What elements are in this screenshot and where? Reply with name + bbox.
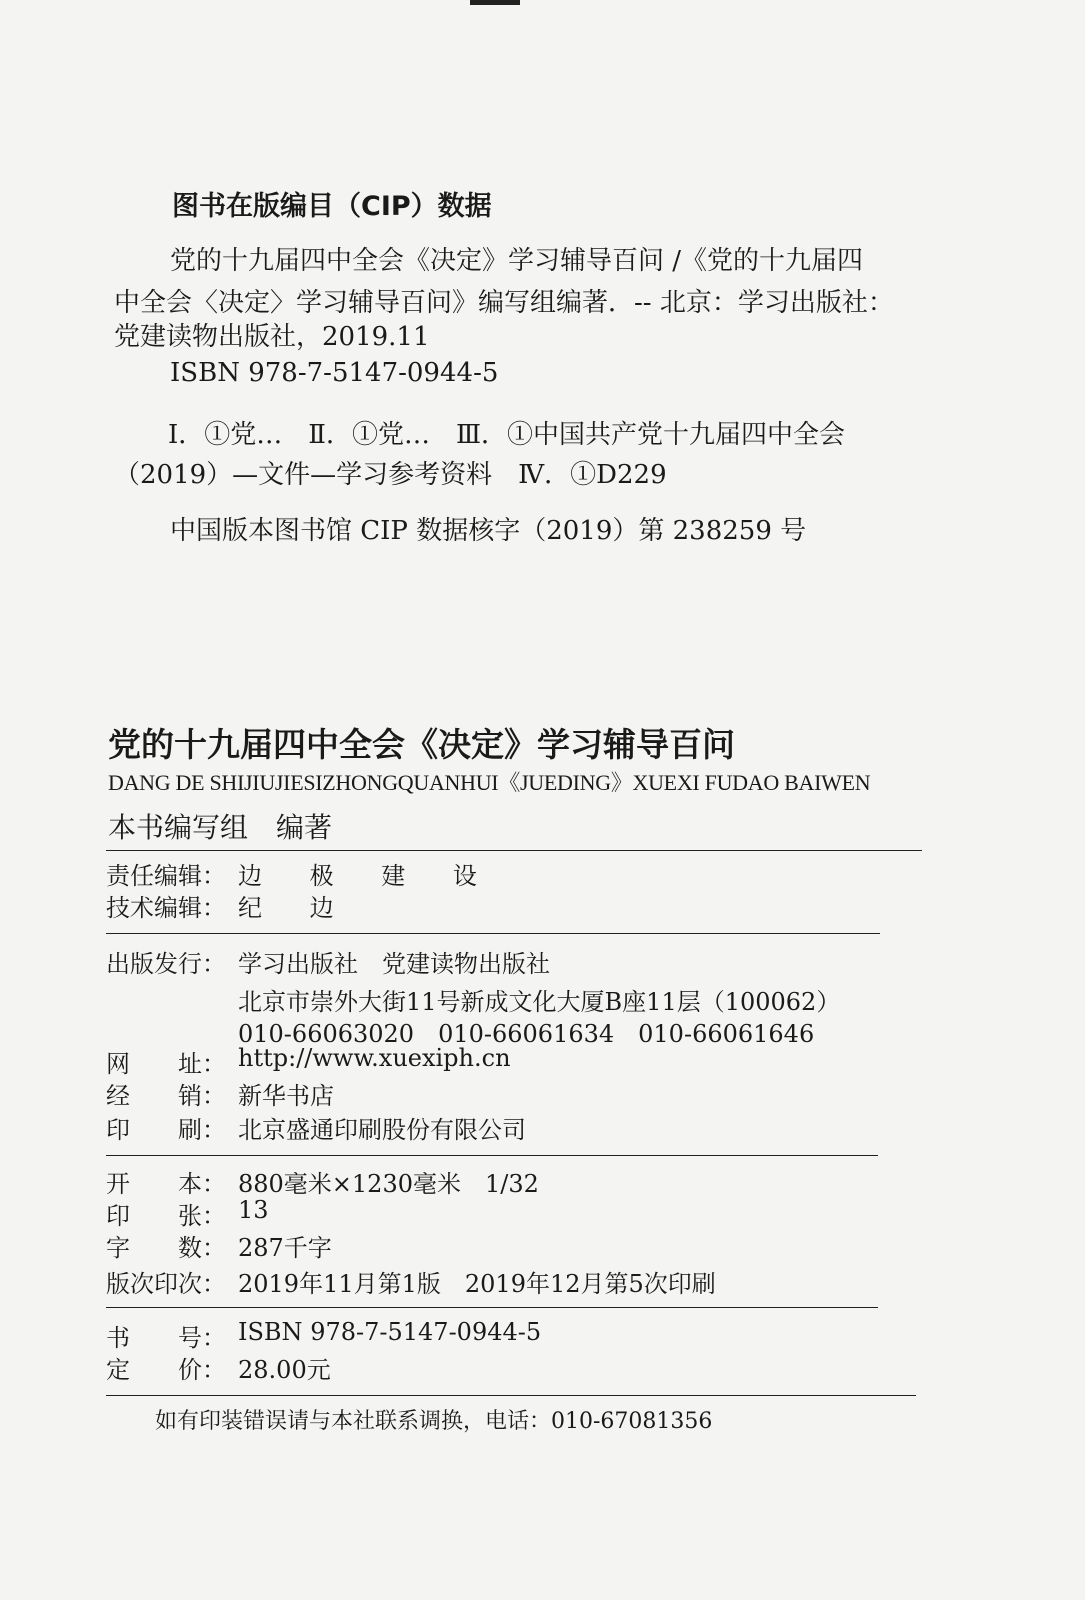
isbn-label: 书 号：: [106, 1324, 226, 1352]
word-count-label: 字 数：: [106, 1234, 226, 1262]
technical-editor-row: [106, 888, 354, 923]
cip-title: 图书在版编目（CIP）数据: [172, 191, 492, 222]
word-count-row: [106, 1228, 332, 1263]
divider-4: [106, 1307, 878, 1308]
publisher-row: [106, 944, 550, 979]
cip-line-2: 中全会〈决定〉学习辅导百问》编写组编著．-- 北京：学习出版社：: [114, 288, 894, 318]
publisher-phones: 010-66063020 010-66061634 010-66061646: [238, 1020, 815, 1048]
book-title: 党的十九届四中全会《决定》学习辅导百问: [108, 725, 735, 764]
sheets-label: 印 张：: [106, 1202, 226, 1230]
format-value: 880毫米×1230毫米 1/32: [238, 1170, 539, 1198]
cip-line-3: 党建读物出版社，2019.11: [114, 322, 430, 352]
format-row: [106, 1164, 539, 1199]
divider-5: [106, 1395, 916, 1396]
isbn-value: ISBN 978-7-5147-0944-5: [238, 1318, 542, 1346]
responsible-editor-value: 边 极 建 设: [238, 862, 497, 890]
divider-3: [106, 1155, 878, 1156]
edition-value: 2019年11月第1版 2019年12月第5次印刷: [238, 1270, 716, 1298]
publisher-value: 学习出版社 党建读物出版社: [238, 950, 550, 978]
publisher-label: 出版发行：: [106, 950, 226, 978]
price-label: 定 价：: [106, 1356, 226, 1384]
word-count-value: 287千字: [238, 1234, 332, 1262]
distributor-label: 经 销：: [106, 1082, 226, 1110]
website-row: [106, 1044, 511, 1079]
format-label: 开 本：: [106, 1170, 226, 1198]
technical-editor-value: 纪 边: [238, 894, 354, 922]
website-label: 网 址：: [106, 1050, 226, 1078]
responsible-editor-label: 责任编辑：: [106, 862, 226, 890]
edition-label: 版次印次：: [106, 1270, 226, 1298]
contact-note: 如有印装错误请与本社联系调换，电话：010-67081356: [155, 1409, 713, 1434]
sheets-value: 13: [238, 1196, 269, 1224]
responsible-editor-row: [106, 856, 497, 891]
divider-1: [106, 850, 922, 851]
printer-label: 印 刷：: [106, 1116, 226, 1144]
distributor-row: [106, 1076, 334, 1111]
printer-row: [106, 1110, 526, 1145]
edition-row: [106, 1264, 716, 1299]
book-title-pinyin: DANG DE SHIJIUJIESIZHONGQUANHUI《JUEDING》XUEXI FUDAO BAIWEN: [108, 770, 871, 795]
cip-verification: 中国版本图书馆 CIP 数据核字（2019）第 238259 号: [170, 516, 807, 546]
website-value: http://www.xuexiph.cn: [238, 1044, 511, 1072]
price-row: [106, 1350, 331, 1385]
cip-line-1: 党的十九届四中全会《决定》学习辅导百问 /《党的十九届四: [170, 246, 864, 276]
printer-value: 北京盛通印刷股份有限公司: [238, 1116, 526, 1144]
top-edge-mark: [470, 0, 520, 5]
technical-editor-label: 技术编辑：: [106, 894, 226, 922]
divider-2: [106, 933, 880, 934]
cip-isbn: ISBN 978-7-5147-0944-5: [170, 358, 499, 388]
isbn-row: [106, 1318, 541, 1353]
publisher-address: 北京市崇外大街11号新成文化大厦B座11层（100062）: [238, 988, 841, 1016]
book-author: 本书编写组 编著: [108, 811, 333, 844]
sheets-row: [106, 1196, 269, 1231]
cip-classification-1: Ⅰ．①党… Ⅱ．①党… Ⅲ．①中国共产党十九届四中全会: [168, 420, 846, 450]
distributor-value: 新华书店: [238, 1082, 334, 1110]
price-value: 28.00元: [238, 1356, 331, 1384]
cip-classification-2: （2019）—文件—学习参考资料 Ⅳ．①D229: [114, 460, 667, 490]
